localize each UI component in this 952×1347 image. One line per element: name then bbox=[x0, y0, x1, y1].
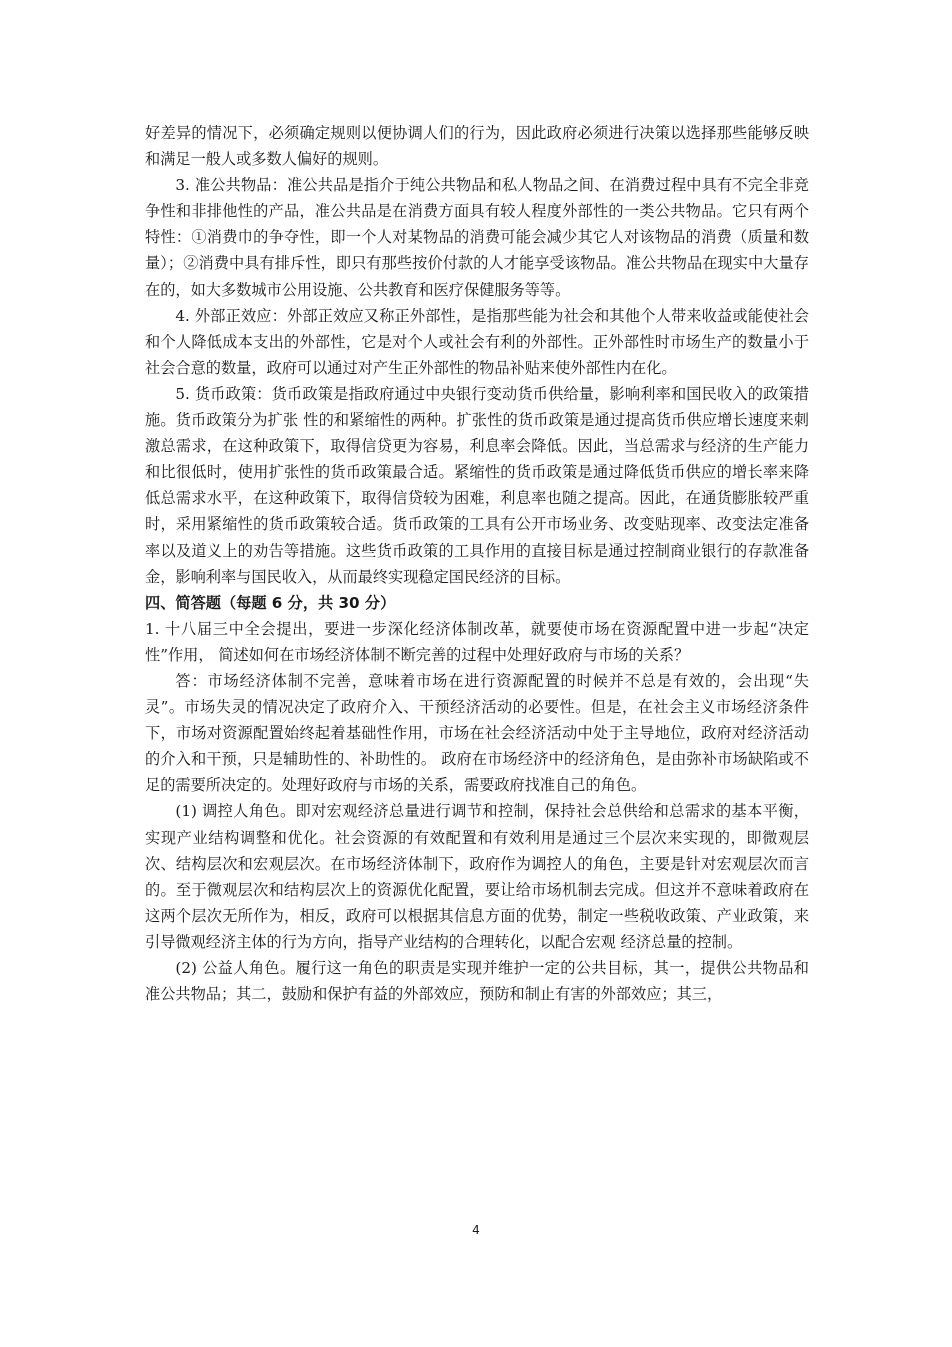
section-heading: 四、简答题（每题 6 分，共 30 分） bbox=[145, 593, 396, 612]
page-number: 4 bbox=[472, 1223, 480, 1237]
paragraph-monetary-policy: 5. 货币政策：货币政策是指政府通过中央银行变动货币供给量，影响利率和国民收入的政策措施。货币政策分为扩张 性的和紧缩性的两种。扩张性的货币政策是通过提高货币供应增长速度来刺激总需求，在这种政策下，取得信贷更为容易，利息率会降低。因此，当总需求与经济的生产能力和比很低时，使用扩张性的货币政策最合适。紧缩性的货币政策是通过降低货币供应的增长率来降低总需求水平，在这种政策下，取得信贷较为困难，利息率也随之提高。因此，在通货膨胀较严重时，采用紧缩性的货币政策较合适。货币政策的工具有公开市场业务、改变贴现率、改变法定准备率以及道义上的劝告等措施。这些货币政策的工具作用的直接目标是通过控制商业银行的存款准备金，影响利率与国民收入，从而最终实现稳定国民经济的目标。 bbox=[145, 384, 809, 586]
question-text: 1. 十八届三中全会提出，要进一步深化经济体制改革，就要使市场在资源配置中进一步起“决定性”作用， 简述如何在市场经济体制不断完善的过程中处理好政府与市场的关系？ bbox=[145, 619, 809, 664]
paragraph-answer-public-interest: (2) 公益人角色。履行这一角色的职责是实现并维护一定的公共目标，其一，提供公共物品和准公共物品；其二，鼓励和保护有益的外部效应，预防和制止有害的外部效应；其三， bbox=[145, 959, 809, 1004]
document-body bbox=[145, 120, 809, 1007]
paragraph-answer-intro: 答：市场经济体制不完善，意味着市场在进行资源配置的时候并不总是有效的，会出现“失灵”。市场失灵的情况决定了政府介入、干预经济活动的必要性。但是，在社会主义市场经济条件下，市场对资源配置始终起着基础性作用，市场在社会经济活动中处于主导地位，政府对经济活动的介入和干预，只是辅助性的、补助性的。 政府在市场经济中的经济角色，是由弥补市场缺陷或不足的需要所决定的。处理好政府与市场的关系，需要政府找准自己的角色。 bbox=[145, 671, 809, 795]
paragraph-continuation: 好差异的情况下，必须确定规则以便协调人们的行为，因此政府必须进行决策以选择那些能够反映和满足一般人或多数人偏好的规则。 bbox=[145, 124, 809, 169]
paragraph-answer-regulator: (1) 调控人角色。即对宏观经济总量进行调节和控制，保持社会总供给和总需求的基本平衡，实现产业结构调整和优化。社会资源的有效配置和有效利用是通过三个层次来实现的，即微观层次、结构层次和宏观层次。在市场经济体制下，政府作为调控人的角色，主要是针对宏观层次而言的。至于微观层次和结构层次上的资源优化配置，要让给市场机制去完成。但这并不意味着政府在这两个层次无所作为，相反，政府可以根据其信息方面的优势，制定一些税收政策、产业政策，来引导微观经济主体的行为方向，指导产业结构的合理转化，以配合宏观 经济总量的控制。 bbox=[145, 802, 809, 951]
paragraph-positive-externality: 4. 外部正效应：外部正效应又称正外部性，是指那些能为社会和其他个人带来收益或能使社会和个人降低成本支出的外部性，它是对个人或社会有利的外部性。正外部性时市场生产的数量小于社会合意的数量，政府可以通过对产生正外部性的物品补贴来使外部性内在化。 bbox=[145, 306, 809, 377]
paragraph-quasi-public-goods: 3. 准公共物品：准公共品是指介于纯公共物品和私人物品之间、在消费过程中具有不完全非竞争性和非排他性的产品，准公共品是在消费方面具有较人程度外部性的一类公共物品。它只有两个特性：①消费巾的争夺性，即一个人对某物品的消费可能会减少其它人对该物品的消费（质量和数量）；②消费中具有排斥性，即只有那些按价付款的人才能享受该物品。准公共物品在现实中大量存在的，如大多数城市公用设施、公共教育和医疗保健服务等等。 bbox=[145, 176, 809, 299]
